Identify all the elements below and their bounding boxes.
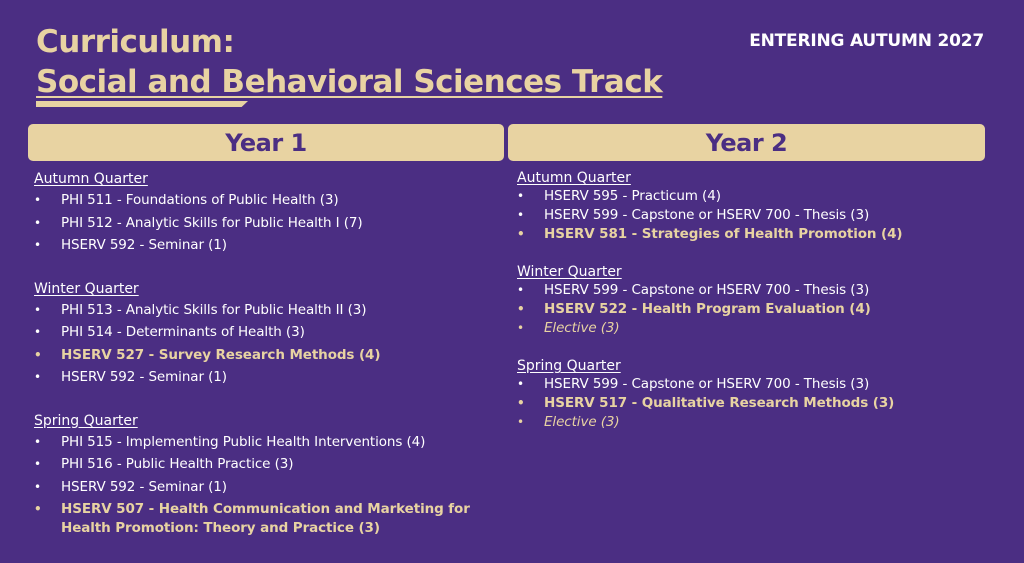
course-item-highlighted: • HSERV 522 - Health Program Evaluation (4)	[517, 300, 977, 319]
year-1-autumn-quarter	[34, 169, 504, 257]
year-2-spring-quarter	[517, 357, 977, 432]
course-item-highlighted: • HSERV 581 - Strategies of Health Promotion (4)	[517, 225, 977, 244]
year-1-spring-quarter	[34, 411, 504, 539]
year-2-header: Year 2	[508, 124, 985, 161]
course-item: • HSERV 592 - Seminar (1)	[34, 234, 504, 257]
course-list	[517, 375, 977, 432]
course-item: • PHI 515 - Implementing Public Health Interventions (4)	[34, 431, 504, 454]
course-item-highlighted: • HSERV 517 - Qualitative Research Methods (3)	[517, 394, 977, 413]
course-item: • PHI 512 - Analytic Skills for Public Health I (7)	[34, 212, 504, 235]
course-item-elective: • Elective (3)	[517, 413, 977, 432]
course-list	[34, 431, 504, 539]
quarter-label: Spring Quarter	[517, 358, 621, 374]
course-item-highlighted: • HSERV 527 - Survey Research Methods (4)	[34, 344, 504, 367]
entering-term-label: ENTERING AUTUMN 2027	[749, 31, 984, 51]
quarter-label: Spring Quarter	[34, 412, 138, 429]
course-item-elective: • Elective (3)	[517, 319, 977, 338]
course-item: • PHI 513 - Analytic Skills for Public Health II (3)	[34, 299, 504, 322]
quarter-label: Autumn Quarter	[34, 171, 148, 187]
course-item: • HSERV 592 - Seminar (1)	[34, 476, 504, 499]
year-1-header: Year 1	[28, 124, 504, 161]
course-item: • PHI 511 - Foundations of Public Health (3)	[34, 189, 504, 212]
title-line-2: Social and Behavioral Sciences Track	[36, 64, 663, 100]
page-title	[36, 22, 662, 102]
course-list	[34, 299, 504, 389]
title-accent-bar	[36, 101, 248, 107]
title-line-1: Curriculum:	[36, 24, 235, 60]
course-item: • HSERV 592 - Seminar (1)	[34, 366, 504, 389]
course-item: • HSERV 599 - Capstone or HSERV 700 - Thesis (3)	[517, 281, 977, 300]
course-item: • HSERV 599 - Capstone or HSERV 700 - Thesis (3)	[517, 206, 977, 225]
course-item: • PHI 514 - Determinants of Health (3)	[34, 321, 504, 344]
course-item: • HSERV 599 - Capstone or HSERV 700 - Thesis (3)	[517, 375, 977, 394]
year-2-winter-quarter	[517, 263, 977, 338]
year-2-column	[517, 169, 977, 451]
course-item: • PHI 516 - Public Health Practice (3)	[34, 453, 504, 476]
course-list	[517, 187, 977, 244]
course-item: • HSERV 595 - Practicum (4)	[517, 187, 977, 206]
quarter-label: Winter Quarter	[517, 264, 622, 280]
quarter-label: Autumn Quarter	[517, 170, 631, 186]
course-list	[517, 281, 977, 338]
year-1-winter-quarter	[34, 279, 504, 389]
course-item-highlighted: • HSERV 507 - Health Communication and Marketing for Health Promotion: Theory and Practice (3)	[34, 500, 504, 538]
year-1-column	[34, 169, 504, 560]
course-list	[34, 189, 504, 257]
quarter-label: Winter Quarter	[34, 280, 139, 297]
year-2-autumn-quarter	[517, 169, 977, 244]
